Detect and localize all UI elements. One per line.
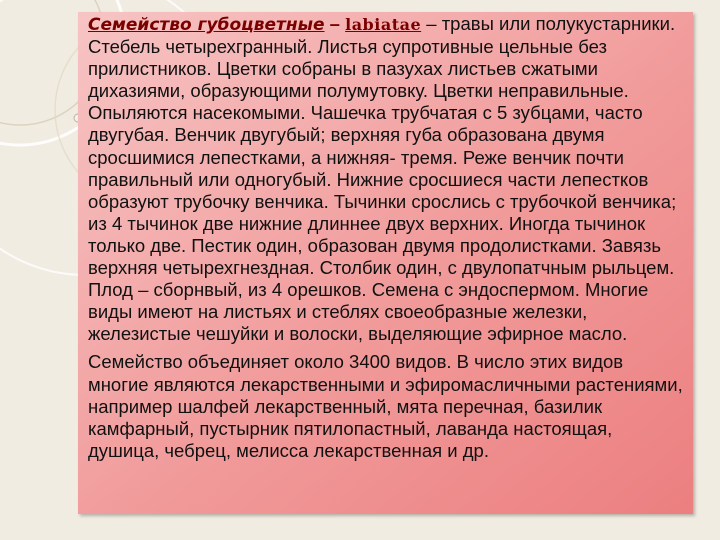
family-name: Семейство губоцветные [88,15,325,35]
latin-name: labiatae [345,15,422,34]
heading-dash: – [324,13,346,34]
paragraph-family-description [88,13,687,345]
content-text-box [78,12,693,514]
paragraph1-text: – травы или полукустарники. Стебель четырехгранный. Листья супротивные цельные без прилистников. Цветки собраны в пазухах листьев сжатыми дихазиями, образующими полумутовку. Цветки неправильные. Опыляются насекомыми. Чашечка трубчатая с 5 зубцами, часто двугубая. Венчик двугубый; верхняя губа образована двумя сросшимися лепестками, а нижняя- тремя. Реже венчик почти правильный или одногубый. Нижние сросшиеся части лепестков образуют трубочку венчика. Тычинки срослись с трубочкой венчика; из 4 тычинок две нижние длиннее двух верхних. Иногда тычинок только две. Пестик один, образован двумя продолистками. Завязь верхняя четырехгнездная. Столбик один, с двулопатчным рыльцем. Плод – сборнвый, из 4 орешков. Семена с эндоспермом. Многие виды имеют на листьях и стеблях своеобразные железки, железистые чешуйки и волоски, выделяющие эфирное масло. [88,13,677,345]
paragraph-species-count: Семейство объединяет около 3400 видов. В число этих видов многие являются лекарственными и эфиромасличными растениями, например шалфей лекарственный, мята перечная, базилик камфарный, пустырник пятилопастный, лаванда настоящая, душица, чебрец, мелисса лекарственная и др. [88,351,683,461]
